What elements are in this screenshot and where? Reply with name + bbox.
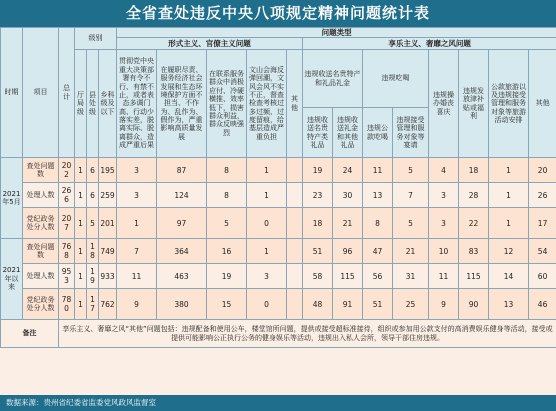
cell-value: 11 — [117, 264, 157, 289]
header-hedonism-other: 其他 — [529, 50, 556, 158]
cell-value: 13 — [489, 289, 529, 320]
cell-value: 3 — [117, 183, 157, 208]
page-title: 全省查处违反中央八项规定精神问题统计表 — [0, 0, 556, 27]
cell-value: 15 — [207, 289, 247, 320]
period-label: 2021年5月 — [1, 158, 23, 239]
cell-value: 5 — [207, 208, 247, 239]
header-formalism-col-3: 在联系服务群众中消极应付、冷硬横推、效率低下，损害群众利益，群众反映强烈 — [207, 50, 247, 158]
header-gifts-specialty: 违规收送名贵特产类礼品 — [303, 108, 333, 158]
header-formalism-col-4: 文山会海反弹回潮，文风会风不实不正，督查检查考核过多过频、过度留痕，给基层造成严重负担 — [247, 50, 287, 158]
row-item-label: 处理人数 — [23, 183, 59, 208]
cell-value: 749 — [99, 239, 117, 264]
cell-value: 6 — [87, 158, 99, 183]
cell-value: 30 — [333, 183, 363, 208]
cell-value: 1 — [489, 183, 529, 208]
cell-value: 7 — [393, 183, 429, 208]
cell-value: 115 — [459, 264, 489, 289]
cell-value: 1 — [75, 239, 87, 264]
cell-value: 46 — [529, 289, 556, 320]
cell-value: 1 — [489, 158, 529, 183]
cell-value: 58 — [303, 264, 333, 289]
cell-value: 9 — [429, 289, 459, 320]
cell-value: 54 — [529, 239, 556, 264]
header-gifts-group: 违规收送名贵特产和礼品礼金 — [303, 50, 363, 108]
table-row — [1, 264, 556, 289]
cell-value: 259 — [99, 183, 117, 208]
cell-value: 8 — [207, 183, 247, 208]
row-item-label: 处理人数 — [23, 264, 59, 289]
cell-value: 48 — [303, 289, 333, 320]
data-source: 数据来源：贵州省纪委省监委党风政风监督室 — [0, 395, 556, 411]
note-label: 备注 — [1, 320, 59, 348]
cell-value: 20 — [529, 158, 556, 183]
header-row-3 — [1, 50, 556, 102]
cell-value: 5 — [87, 208, 99, 239]
cell-value: 18 — [87, 239, 99, 264]
cell-value — [287, 183, 303, 208]
cell-value: 5 — [393, 158, 429, 183]
cell-value: 1 — [247, 183, 287, 208]
cell-value: 3 — [117, 158, 157, 183]
table-row — [1, 289, 556, 320]
cell-value — [287, 264, 303, 289]
header-hedonism: 享乐主义、奢靡之风问题 — [303, 38, 556, 50]
row-item-label: 党纪政务处分人数 — [23, 208, 59, 239]
header-weddings: 违规操办婚丧喜庆 — [429, 50, 459, 158]
cell-value: 22 — [459, 208, 489, 239]
cell-value: 0 — [247, 208, 287, 239]
cell-value: 11 — [363, 158, 393, 183]
cell-value: 31 — [393, 264, 429, 289]
header-formalism-other: 其他 — [287, 50, 303, 158]
cell-value: 3 — [247, 264, 287, 289]
cell-value — [287, 208, 303, 239]
cell-value: 202 — [59, 158, 75, 183]
cell-value: 19 — [207, 264, 247, 289]
cell-value: 9 — [117, 289, 157, 320]
cell-value — [287, 158, 303, 183]
cell-value: 7 — [117, 239, 157, 264]
header-allowances: 违规发放津补贴或福利 — [459, 50, 489, 158]
cell-value: 21 — [333, 208, 363, 239]
cell-value: 18 — [303, 208, 333, 239]
cell-value: 762 — [99, 289, 117, 320]
header-total: 总计 — [59, 28, 75, 158]
table-row — [1, 208, 556, 239]
header-travel: 公款旅游以及违规接受管理和服务对象等旅游活动安排 — [489, 50, 529, 158]
note-row — [1, 320, 556, 348]
row-item-label: 查处问题数 — [23, 239, 59, 264]
cell-value: 51 — [303, 239, 333, 264]
cell-value: 11 — [429, 264, 459, 289]
header-dining-public: 违规公款吃喝 — [363, 108, 393, 158]
cell-value: 1 — [489, 208, 529, 239]
cell-value: 10 — [429, 239, 459, 264]
cell-value: 51 — [363, 289, 393, 320]
row-item-label: 党纪政务处分人数 — [23, 289, 59, 320]
cell-value: 56 — [363, 264, 393, 289]
cell-value: 83 — [459, 239, 489, 264]
cell-value: 1 — [247, 239, 287, 264]
cell-value: 201 — [99, 208, 117, 239]
cell-value: 87 — [157, 158, 207, 183]
cell-value: 115 — [333, 264, 363, 289]
cell-value: 0 — [247, 289, 287, 320]
cell-value: 26 — [529, 183, 556, 208]
cell-value: 207 — [59, 208, 75, 239]
header-level-township: 乡科级及以下 — [99, 50, 117, 158]
cell-value: 266 — [59, 183, 75, 208]
cell-value: 6 — [87, 183, 99, 208]
cell-value: 19 — [303, 158, 333, 183]
cell-value: 195 — [99, 158, 117, 183]
cell-value: 1 — [117, 208, 157, 239]
header-level-bureau: 厅局级 — [75, 50, 87, 158]
cell-value: 4 — [429, 158, 459, 183]
cell-value: 3 — [429, 183, 459, 208]
cell-value: 12 — [489, 239, 529, 264]
header-formalism-col-1: 贯彻党中央重大决策部署有令不行、有禁不止，或者表态多调门高、行动少落实差，脱离实际、脱离群众，造成严重后果 — [117, 50, 157, 158]
cell-value: 768 — [59, 239, 75, 264]
header-level: 级别 — [75, 28, 117, 50]
cell-value: 953 — [59, 264, 75, 289]
header-item: 项目 — [23, 28, 59, 158]
header-level-county: 县处级 — [87, 50, 99, 158]
cell-value: 1 — [75, 208, 87, 239]
cell-value: 18 — [459, 158, 489, 183]
row-item-label: 查处问题数 — [23, 158, 59, 183]
cell-value: 380 — [157, 289, 207, 320]
cell-value: 24 — [333, 158, 363, 183]
table-row — [1, 239, 556, 264]
cell-value: 23 — [303, 183, 333, 208]
table-row — [1, 158, 556, 183]
cell-value: 28 — [459, 183, 489, 208]
cell-value: 97 — [157, 208, 207, 239]
cell-value: 14 — [489, 264, 529, 289]
cell-value: 47 — [363, 239, 393, 264]
note-text: 享乐主义、奢靡之风“其他”问题包括：违规配备和使用公车，楼堂馆所问题，提供或接受超标准接待，组织或参加用公款支付的高消费娱乐健身等活动，接受或提供可能影响公正执行公务的健身娱乐等活动，违规出入私人会所，领导干部住房违规。 — [59, 320, 556, 348]
cell-value: 90 — [459, 289, 489, 320]
header-gifts-cash: 违规收送礼金和其他礼品 — [333, 108, 363, 158]
statistics-table — [0, 27, 556, 348]
header-dining-banquet: 违规接受管理和服务对象等宴请 — [393, 108, 429, 158]
cell-value: 17 — [529, 208, 556, 239]
header-formalism-col-2: 在履职尽责、服务经济社会发展和生态环境保护方面不担当、不作为、乱作为、假作为，严重影响高质量发展 — [157, 50, 207, 158]
cell-value: 60 — [529, 264, 556, 289]
cell-value: 25 — [393, 289, 429, 320]
cell-value: 5 — [393, 208, 429, 239]
cell-value: 19 — [87, 264, 99, 289]
cell-value: 124 — [157, 183, 207, 208]
cell-value: 1 — [75, 183, 87, 208]
cell-value: 91 — [333, 289, 363, 320]
cell-value — [287, 239, 303, 264]
cell-value: 780 — [59, 289, 75, 320]
cell-value: 8 — [207, 158, 247, 183]
cell-value: 8 — [363, 208, 393, 239]
header-row-1 — [1, 28, 556, 38]
cell-value: 1 — [75, 289, 87, 320]
cell-value — [287, 289, 303, 320]
cell-value: 1 — [247, 158, 287, 183]
cell-value: 1 — [75, 158, 87, 183]
cell-value: 463 — [157, 264, 207, 289]
cell-value: 933 — [99, 264, 117, 289]
table-row — [1, 183, 556, 208]
period-label: 2021年以来 — [1, 239, 23, 320]
cell-value: 96 — [333, 239, 363, 264]
cell-value: 13 — [363, 183, 393, 208]
cell-value: 1 — [75, 264, 87, 289]
cell-value: 16 — [207, 239, 247, 264]
header-formalism: 形式主义、官僚主义问题 — [117, 38, 303, 50]
cell-value: 3 — [429, 208, 459, 239]
header-period: 时期 — [1, 28, 23, 158]
header-dining-group: 违规吃喝 — [363, 50, 429, 108]
cell-value: 17 — [87, 289, 99, 320]
header-problem-type: 问题类型 — [117, 28, 556, 38]
cell-value: 364 — [157, 239, 207, 264]
cell-value: 21 — [393, 239, 429, 264]
